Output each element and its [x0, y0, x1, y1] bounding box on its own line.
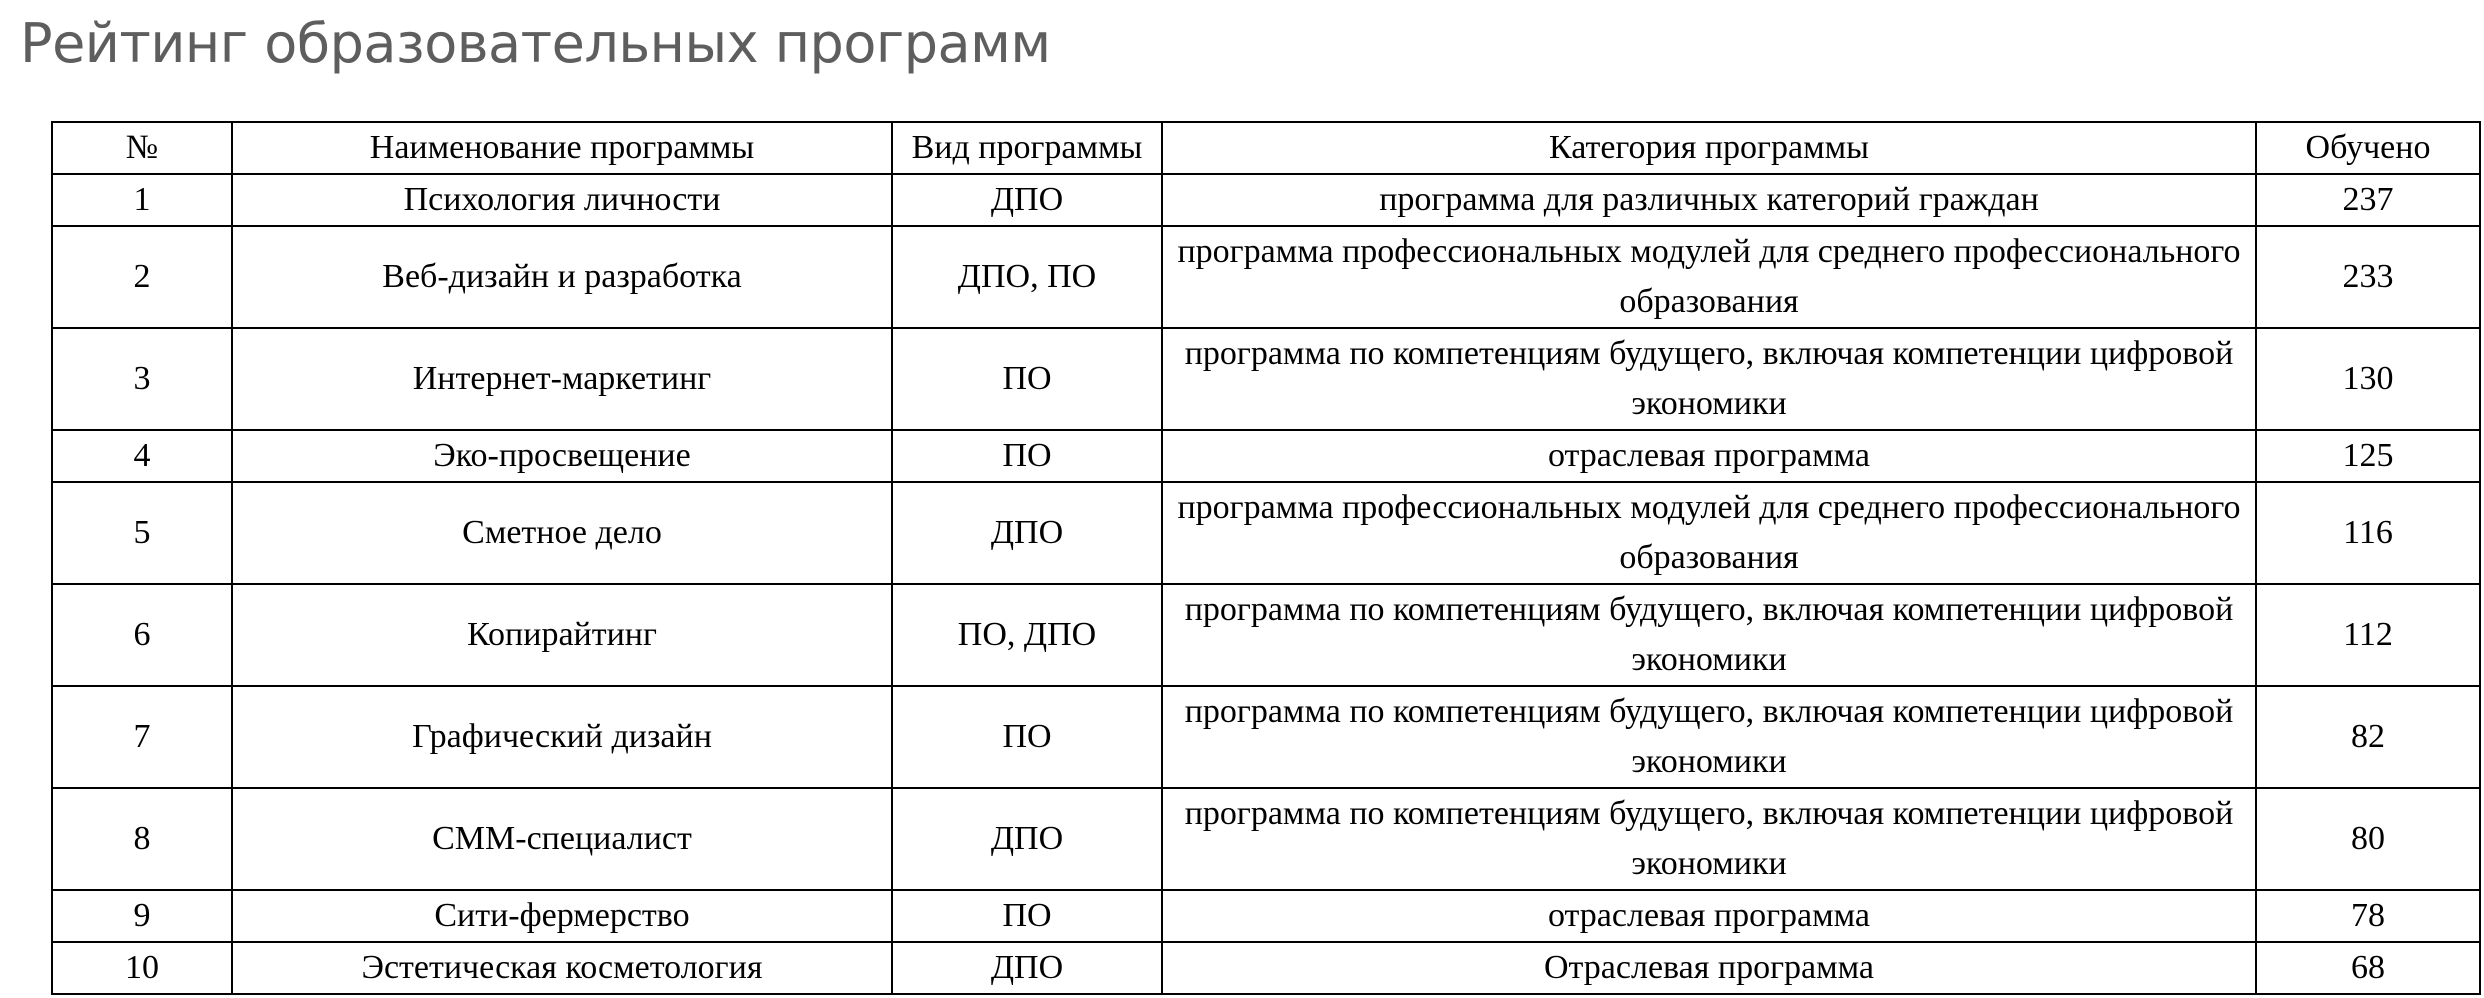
cell-program-name: СММ-специалист	[232, 788, 892, 890]
cell-program-name: Эко-просвещение	[232, 430, 892, 482]
cell-number: 6	[52, 584, 232, 686]
page-title: Рейтинг образовательных программ	[20, 12, 1051, 75]
cell-program-type: ДПО, ПО	[892, 226, 1162, 328]
cell-trained-count: 112	[2256, 584, 2480, 686]
cell-program-type: ПО	[892, 890, 1162, 942]
header-number: №	[52, 122, 232, 174]
cell-program-category: программа по компетенциям будущего, включая компетенции цифровой экономики	[1162, 328, 2256, 430]
cell-number: 10	[52, 942, 232, 994]
cell-program-name: Интернет-маркетинг	[232, 328, 892, 430]
table-header-row	[52, 122, 2480, 174]
cell-program-category: программа для различных категорий граждан	[1162, 174, 2256, 226]
cell-number: 3	[52, 328, 232, 430]
cell-program-category: программа по компетенциям будущего, включая компетенции цифровой экономики	[1162, 686, 2256, 788]
cell-program-name: Веб-дизайн и разработка	[232, 226, 892, 328]
cell-number: 5	[52, 482, 232, 584]
cell-number: 1	[52, 174, 232, 226]
cell-number: 2	[52, 226, 232, 328]
cell-program-name: Сити-фермерство	[232, 890, 892, 942]
cell-number: 4	[52, 430, 232, 482]
cell-program-category: отраслевая программа	[1162, 430, 2256, 482]
cell-program-type: ПО, ДПО	[892, 584, 1162, 686]
cell-trained-count: 116	[2256, 482, 2480, 584]
cell-program-type: ПО	[892, 686, 1162, 788]
table-row	[52, 482, 2480, 584]
cell-program-category: программа по компетенциям будущего, включая компетенции цифровой экономики	[1162, 788, 2256, 890]
cell-program-name: Сметное дело	[232, 482, 892, 584]
header-program-category: Категория программы	[1162, 122, 2256, 174]
cell-program-name: Графический дизайн	[232, 686, 892, 788]
cell-trained-count: 80	[2256, 788, 2480, 890]
cell-trained-count: 68	[2256, 942, 2480, 994]
table-row	[52, 942, 2480, 994]
cell-trained-count: 130	[2256, 328, 2480, 430]
header-program-type: Вид программы	[892, 122, 1162, 174]
cell-program-type: ДПО	[892, 788, 1162, 890]
table-row	[52, 890, 2480, 942]
cell-trained-count: 125	[2256, 430, 2480, 482]
cell-program-name: Психология личности	[232, 174, 892, 226]
table-row	[52, 788, 2480, 890]
programs-rating-table	[51, 121, 2481, 995]
cell-program-name: Эстетическая косметология	[232, 942, 892, 994]
cell-program-category: программа профессиональных модулей для среднего профессионального образования	[1162, 482, 2256, 584]
cell-number: 7	[52, 686, 232, 788]
cell-program-type: ДПО	[892, 174, 1162, 226]
cell-trained-count: 78	[2256, 890, 2480, 942]
cell-program-category: Отраслевая программа	[1162, 942, 2256, 994]
table-row	[52, 174, 2480, 226]
cell-trained-count: 233	[2256, 226, 2480, 328]
table-row	[52, 686, 2480, 788]
header-program-name: Наименование программы	[232, 122, 892, 174]
table-row	[52, 430, 2480, 482]
cell-program-category: программа по компетенциям будущего, включая компетенции цифровой экономики	[1162, 584, 2256, 686]
table-row	[52, 584, 2480, 686]
cell-number: 8	[52, 788, 232, 890]
cell-trained-count: 82	[2256, 686, 2480, 788]
cell-program-type: ПО	[892, 430, 1162, 482]
cell-program-type: ДПО	[892, 482, 1162, 584]
table-row	[52, 328, 2480, 430]
table-row	[52, 226, 2480, 328]
cell-trained-count: 237	[2256, 174, 2480, 226]
cell-program-name: Копирайтинг	[232, 584, 892, 686]
cell-program-type: ДПО	[892, 942, 1162, 994]
cell-program-type: ПО	[892, 328, 1162, 430]
cell-program-category: отраслевая программа	[1162, 890, 2256, 942]
header-trained-count: Обучено	[2256, 122, 2480, 174]
cell-number: 9	[52, 890, 232, 942]
cell-program-category: программа профессиональных модулей для среднего профессионального образования	[1162, 226, 2256, 328]
